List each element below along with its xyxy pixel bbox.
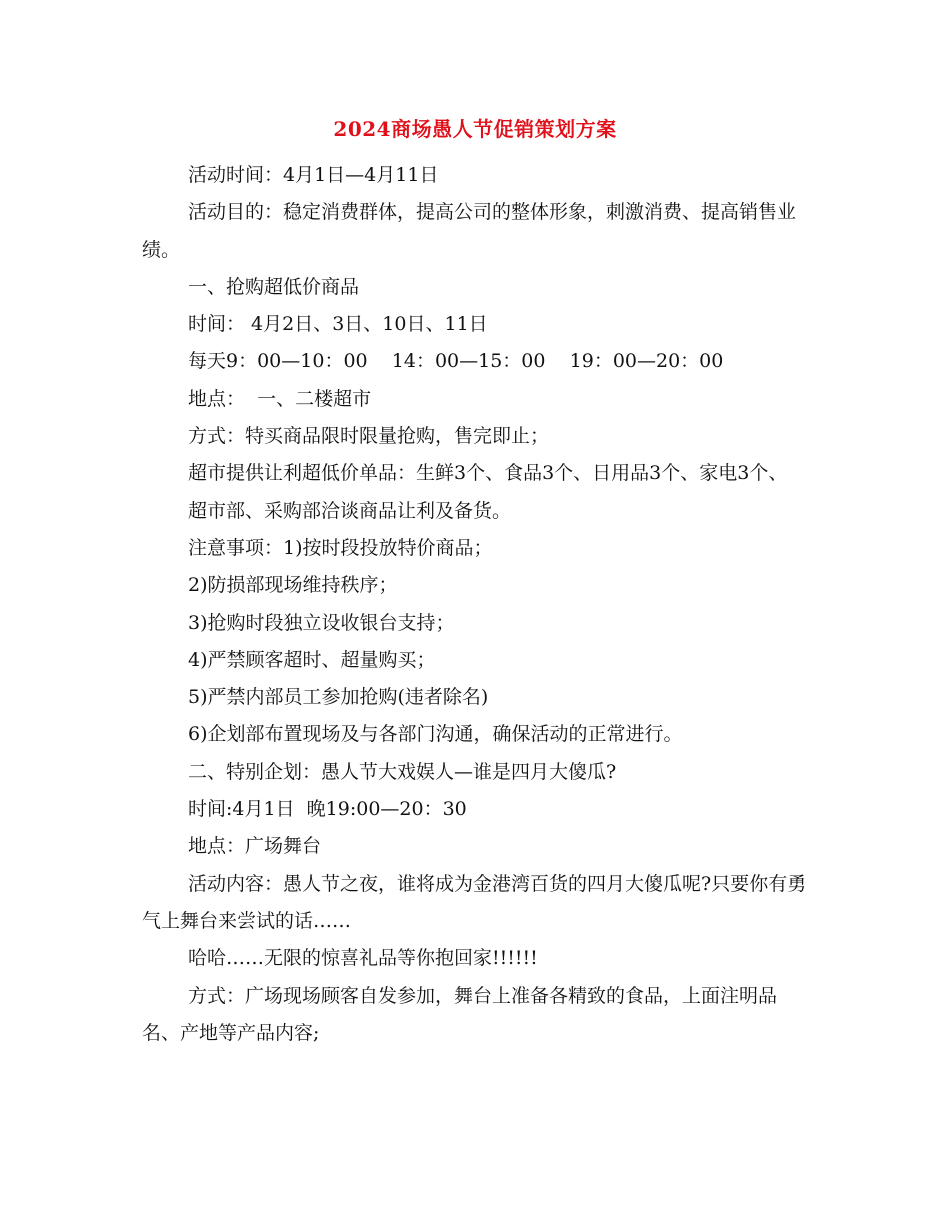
document-body <box>142 157 810 1052</box>
paragraph-event-location: 地点：广场舞台 <box>188 835 322 858</box>
paragraph-sale-hours: 每天9：00—10：00 14：00—15：00 19：00—20：00 <box>188 350 724 373</box>
paragraph-notes-6: 6)企划部布置现场及与各部门沟通，确保活动的正常进行。 <box>188 723 683 746</box>
paragraph-activity-goal: 活动目的：稳定消费群体，提高公司的整体形象，刺激消费、提高销售业绩。 <box>142 201 797 261</box>
paragraph-event-prizes: 哈哈……无限的惊喜礼品等你抱回家!!!!!! <box>188 947 538 970</box>
document-title: 2024商场愚人节促销策划方案 <box>333 117 617 141</box>
paragraph-sale-procurement: 超市部、采购部洽谈商品让利及备货。 <box>188 499 512 522</box>
paragraph-event-content: 活动内容：愚人节之夜，谁将成为金港湾百货的四月大傻瓜呢?只要你有勇气上舞台来尝试的话…… <box>142 872 807 932</box>
paragraph-sale-dates: 时间： 4月2日、3日、10日、11日 <box>188 313 488 336</box>
paragraph-event-time: 时间:4月1日 晚19:00—20：30 <box>188 798 467 821</box>
paragraph-notes-4: 4)严禁顾客超时、超量购买； <box>188 648 436 671</box>
section-heading-flash-sale: 一、抢购超低价商品 <box>188 275 360 298</box>
paragraph-sale-items: 超市提供让利超低价单品：生鲜3个、食品3个、日用品3个、家电3个、 <box>188 462 788 485</box>
paragraph-activity-time: 活动时间：4月1日—4月11日 <box>188 164 439 186</box>
paragraph-notes-2: 2)防损部现场维持秩序； <box>188 574 398 597</box>
paragraph-event-method: 方式：广场现场顾客自发参加，舞台上准备各精致的食品，上面注明品名、产地等产品内容; <box>142 984 778 1044</box>
paragraph-sale-method: 方式：特买商品限时限量抢购，售完即止； <box>188 425 550 448</box>
paragraph-notes-3: 3)抢购时段独立设收银台支持； <box>188 611 455 634</box>
paragraph-notes-1: 注意事项：1)按时段投放特价商品； <box>188 536 493 559</box>
section-heading-special-event: 二、特别企划：愚人节大戏娱人—谁是四月大傻瓜? <box>188 760 617 783</box>
paragraph-sale-location: 地点： 一、二楼超市 <box>188 387 372 410</box>
paragraph-notes-5: 5)严禁内部员工参加抢购(违者除名) <box>188 686 489 709</box>
